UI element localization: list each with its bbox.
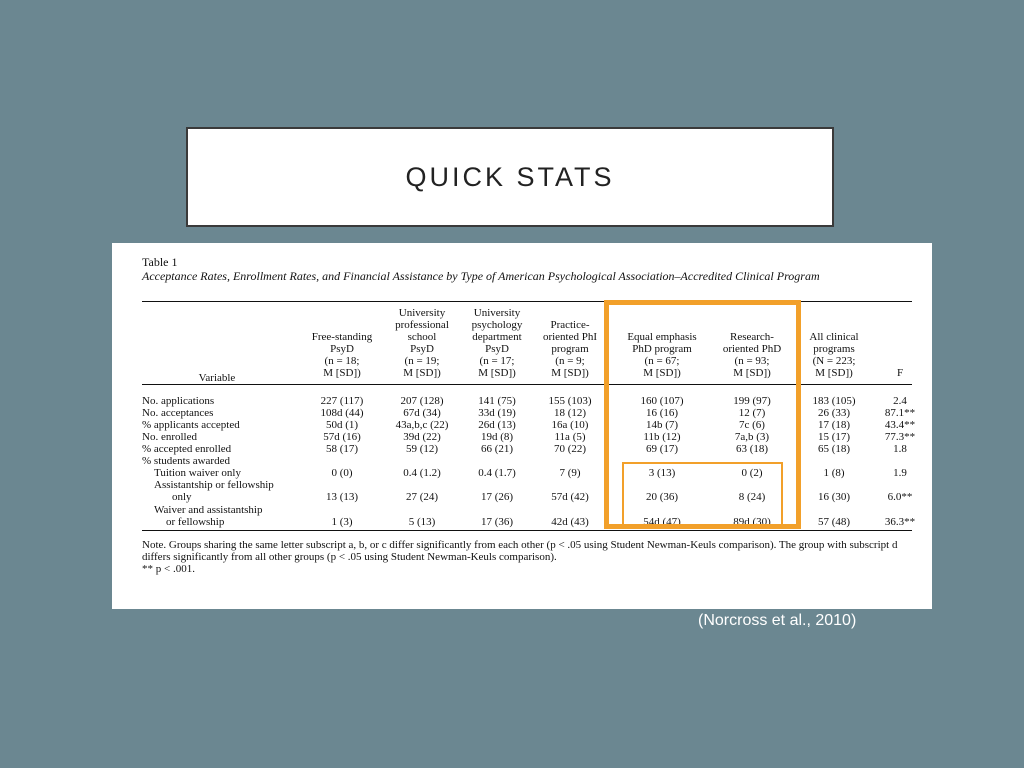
- column-header-line: (n = 9;: [555, 355, 585, 367]
- citation: (Norcross et al., 2010): [698, 612, 857, 629]
- column-header-line: M [SD]): [551, 367, 589, 379]
- column-header-line: (N = 223;: [812, 355, 856, 367]
- column-header-line: PsyD: [485, 343, 509, 355]
- column-header-line: department: [472, 331, 522, 343]
- table-cell: 66 (21): [480, 443, 514, 455]
- table-cell: 1.8: [893, 443, 907, 455]
- highlight-box-funding-rows: [622, 462, 783, 526]
- table-cell: 1 (8): [823, 467, 845, 479]
- table-cell: 18 (12): [553, 407, 587, 419]
- table-note: [142, 539, 917, 575]
- column-header-line: school: [407, 331, 437, 343]
- table-cell: 7a,b (3): [734, 431, 770, 443]
- column-header-line: M [SD]): [323, 367, 361, 379]
- column-header-line: oriented PhI: [542, 331, 598, 343]
- column-header-line: Practice-: [550, 319, 590, 331]
- table-cell: 108d (44): [320, 407, 364, 419]
- table-cell: 89d (30): [733, 516, 771, 528]
- table-label: Table 1: [142, 255, 178, 269]
- table-cell: 63 (18): [735, 443, 769, 455]
- column-header-line: University: [398, 307, 446, 319]
- table-cell: 67d (34): [403, 407, 441, 419]
- table-cell: 6.0**: [887, 491, 913, 503]
- column-header-line: M [SD]): [478, 367, 516, 379]
- row-label: % applicants accepted: [142, 419, 240, 431]
- note-footnote: ** p < .001.: [142, 563, 195, 575]
- column-header-line: PsyD: [330, 343, 354, 355]
- table-cell: 14b (7): [645, 419, 679, 431]
- table-cell: 57d (42): [551, 491, 589, 503]
- column-header-line: (n = 18;: [324, 355, 360, 367]
- column-header-line: All clinical: [809, 331, 859, 343]
- row-label: No. applications: [142, 395, 215, 407]
- column-header-line: PsyD: [410, 343, 434, 355]
- column-header-line: (n = 19;: [404, 355, 440, 367]
- note-text: Note. Groups sharing the same letter subscript a, b, or c differ significantly from each other (p < .05 using Student Newman-Keuls comparison). The group with subscript d differs significantly from all other groups (p < .05 using Student Newman-Keuls comparison).: [142, 539, 898, 563]
- table-cell: 26 (33): [817, 407, 851, 419]
- table-cell: 207 (128): [400, 395, 444, 407]
- column-header-line: F: [896, 367, 904, 379]
- table-cell: 58 (17): [325, 443, 359, 455]
- table-cell: 160 (107): [640, 395, 684, 407]
- table-cell: 17 (18): [817, 419, 851, 431]
- column-header-line: University: [473, 307, 521, 319]
- row-label: % students awarded: [142, 455, 230, 467]
- table-cell: 0.4 (1.7): [478, 467, 516, 479]
- column-header-line: programs: [813, 343, 855, 355]
- column-header-line: Equal emphasis: [627, 331, 697, 343]
- table-cell: 183 (105): [812, 395, 856, 407]
- table-cell: 39d (22): [403, 431, 441, 443]
- table-cell: 33d (19): [478, 407, 516, 419]
- column-header-line: psychology: [471, 319, 523, 331]
- table-cell: 69 (17): [645, 443, 679, 455]
- table-cell: 3 (13): [648, 467, 676, 479]
- table-cell: 57d (16): [323, 431, 361, 443]
- table-cell: 36.3**: [884, 516, 916, 528]
- column-header-line: (n = 17;: [479, 355, 515, 367]
- table-cell: 50d (1): [325, 419, 359, 431]
- table-cell: 43a,b,c (22): [395, 419, 449, 431]
- variable-header: Variable: [198, 372, 236, 384]
- table-cell: 1 (3): [331, 516, 353, 528]
- column-header-line: M [SD]): [643, 367, 681, 379]
- table-cell: 17 (26): [480, 491, 514, 503]
- table-caption: Acceptance Rates, Enrollment Rates, and Financial Assistance by Type of American Psychological Association–Accredited Clinical Program: [142, 269, 820, 283]
- row-label: Waiver and assistantship: [154, 504, 263, 516]
- column-header-line: program: [551, 343, 589, 355]
- table-cell: 16a (10): [551, 419, 589, 431]
- table-bottom-rule: [142, 530, 912, 531]
- table-cell: 0 (0): [331, 467, 353, 479]
- row-label: Assistantship or fellowship: [154, 479, 274, 491]
- table-cell: 227 (117): [320, 395, 364, 407]
- table-cell: 0.4 (1.2): [403, 467, 441, 479]
- column-header-line: (n = 93;: [734, 355, 770, 367]
- table-cell: 19d (8): [480, 431, 514, 443]
- table-cell: 17 (36): [480, 516, 514, 528]
- column-header-line: M [SD]): [815, 367, 853, 379]
- table-cell: 7c (6): [739, 419, 765, 431]
- table-cell: 2.4: [893, 395, 907, 407]
- table-cell: 16 (16): [645, 407, 679, 419]
- table-cell: 13 (13): [325, 491, 359, 503]
- table-cell: 20 (36): [645, 491, 679, 503]
- table-cell: 57 (48): [817, 516, 851, 528]
- table-cell: 16 (30): [817, 491, 851, 503]
- table-cell: 42d (43): [551, 516, 589, 528]
- column-header-line: oriented PhD: [722, 343, 782, 355]
- table-cell: 65 (18): [817, 443, 851, 455]
- table-cell: 1.9: [893, 467, 907, 479]
- table-cell: 8 (24): [738, 491, 766, 503]
- table-cell: 77.3**: [884, 431, 916, 443]
- table-cell: 11b (12): [643, 431, 681, 443]
- column-header-line: Free-standing: [311, 331, 373, 343]
- table-cell: 54d (47): [643, 516, 681, 528]
- column-header-line: PhD program: [632, 343, 692, 355]
- slide-title: QUICK STATS: [405, 161, 615, 192]
- table-cell: 15 (17): [817, 431, 851, 443]
- table-cell: 12 (7): [738, 407, 766, 419]
- table-cell: 59 (12): [405, 443, 439, 455]
- column-header-line: M [SD]): [403, 367, 441, 379]
- table-cell: 0 (2): [741, 467, 763, 479]
- table-cell: 7 (9): [559, 467, 581, 479]
- table-cell: 199 (97): [733, 395, 771, 407]
- table-cell: 27 (24): [405, 491, 439, 503]
- table-cell: 87.1**: [884, 407, 916, 419]
- row-label: No. acceptances: [142, 407, 214, 419]
- row-label: % accepted enrolled: [142, 443, 232, 455]
- table-cell: 70 (22): [553, 443, 587, 455]
- table-cell: 141 (75): [478, 395, 516, 407]
- row-label: only: [172, 491, 192, 503]
- row-label: or fellowship: [166, 516, 225, 528]
- table-cell: 5 (13): [408, 516, 436, 528]
- column-header-line: M [SD]): [733, 367, 771, 379]
- row-label: No. enrolled: [142, 431, 197, 443]
- column-header-line: Research-: [730, 331, 774, 343]
- slide-title-box: [186, 127, 834, 227]
- column-header-line: (n = 67;: [644, 355, 680, 367]
- column-header-line: professional: [395, 319, 449, 331]
- table-image: [112, 243, 932, 609]
- table-cell: 155 (103): [548, 395, 592, 407]
- table-cell: 26d (13): [478, 419, 516, 431]
- table-cell: 43.4**: [884, 419, 916, 431]
- table-cell: 11a (5): [554, 431, 586, 443]
- row-label: Tuition waiver only: [154, 467, 241, 479]
